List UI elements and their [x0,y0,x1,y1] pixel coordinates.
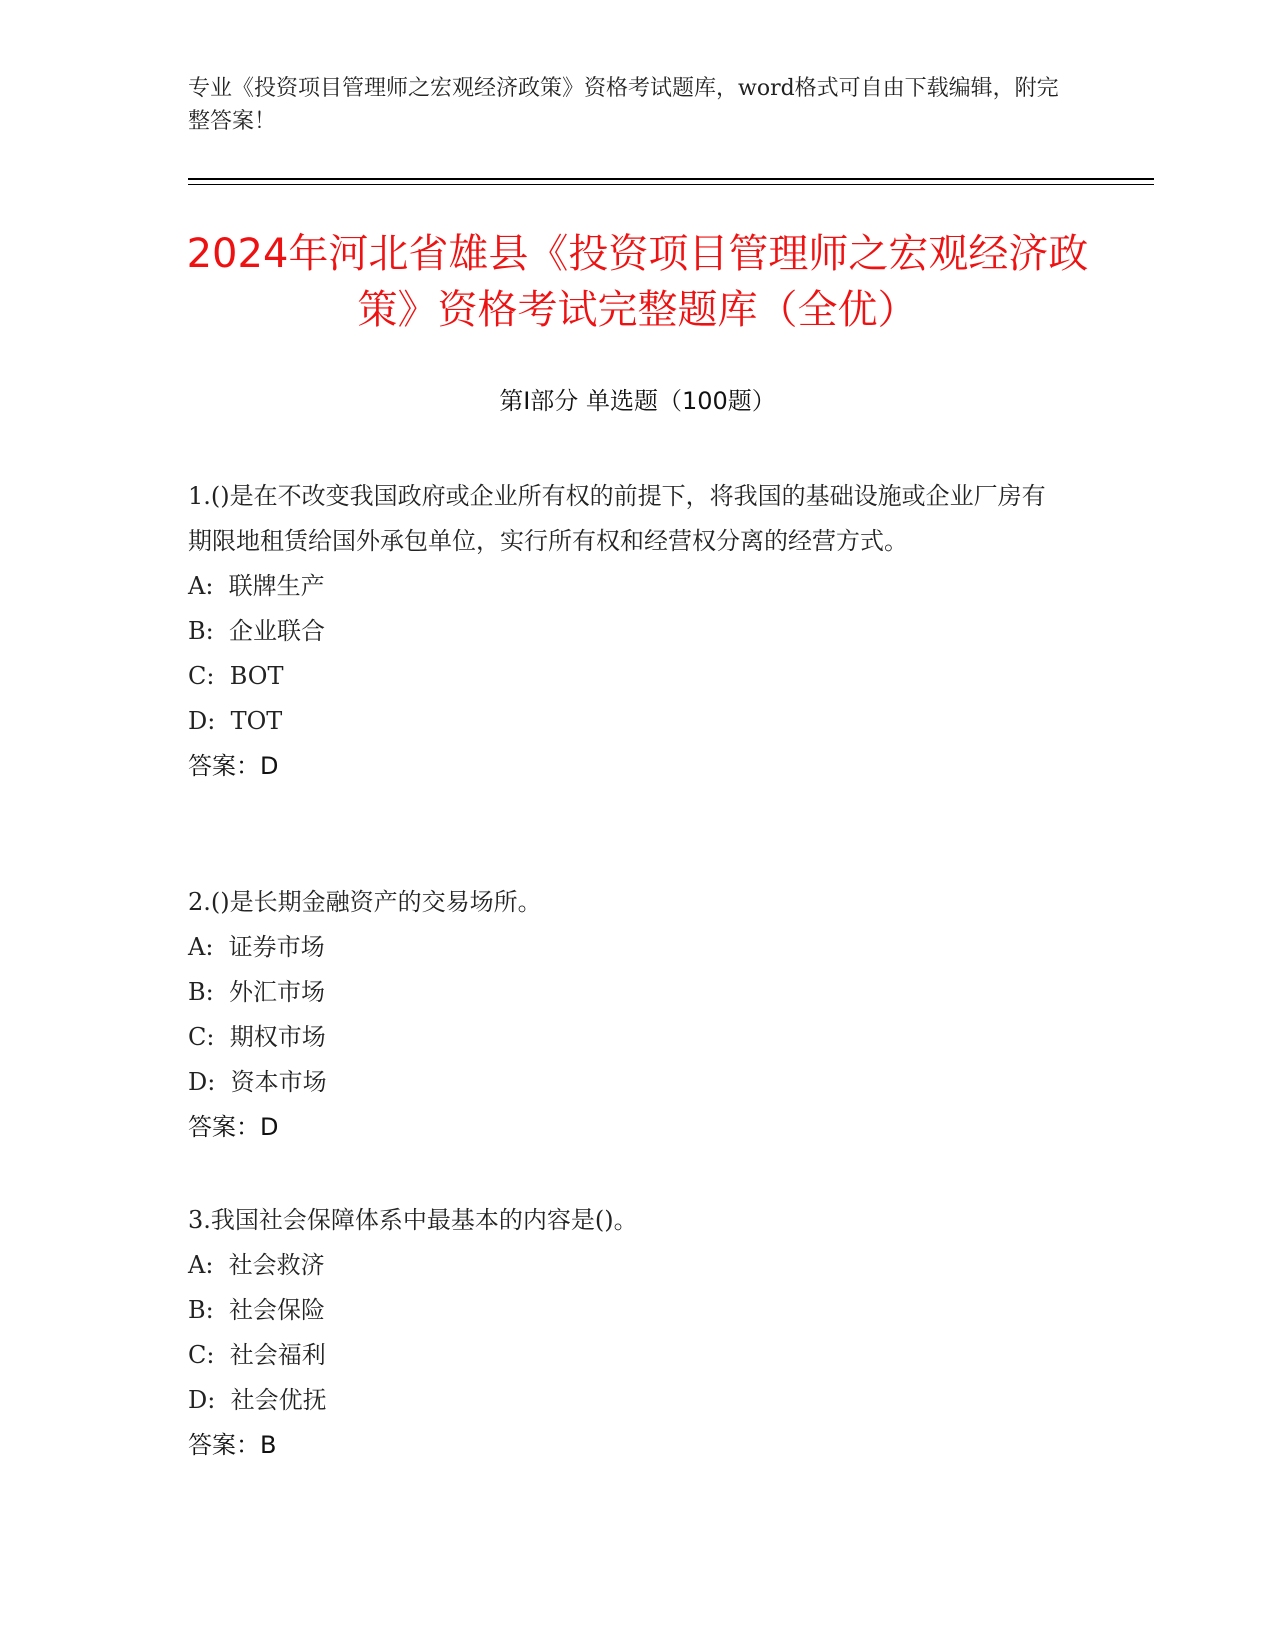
option-c: C: BOT [188,662,284,690]
header-note: 专业《投资项目管理师之宏观经济政策》资格考试题库，word格式可自由下载编辑，附完整答案！ [188,76,1059,134]
option-a: A: 社会救济 [188,1251,325,1279]
option-b: B: 外汇市场 [188,978,325,1006]
option-c: C: 期权市场 [188,1023,326,1051]
question-block [188,1198,1068,1468]
document-title: 2024年河北省雄县《投资项目管理师之宏观经济政策》资格考试完整题库（全优） [186,231,1089,333]
answer: 答案：B [188,1431,277,1459]
option-a: A: 联牌生产 [188,572,325,600]
question-stem: 3.我国社会保障体系中最基本的内容是()。 [188,1206,638,1234]
question-stem: 2.()是长期金融资产的交易场所。 [188,888,542,916]
option-b: B: 社会保险 [188,1296,325,1324]
answer: 答案：D [188,752,279,780]
question-block [188,880,1068,1150]
option-d: D: TOT [188,707,283,735]
option-d: D: 资本市场 [188,1068,327,1096]
option-d: D: 社会优抚 [188,1386,327,1414]
option-b: B: 企业联合 [188,617,325,645]
answer: 答案：D [188,1113,279,1141]
option-c: C: 社会福利 [188,1341,326,1369]
option-a: A: 证券市场 [188,933,325,961]
header-rule-thin [188,184,1154,185]
section-title: 第I部分 单选题（100题） [499,387,776,415]
question-block [188,474,1068,789]
header-rule-thick [188,178,1154,180]
question-stem: 1.()是在不改变我国政府或企业所有权的前提下，将我国的基础设施或企业厂房有期限地租赁给国外承包单位，实行所有权和经营权分离的经营方式。 [188,482,1046,555]
